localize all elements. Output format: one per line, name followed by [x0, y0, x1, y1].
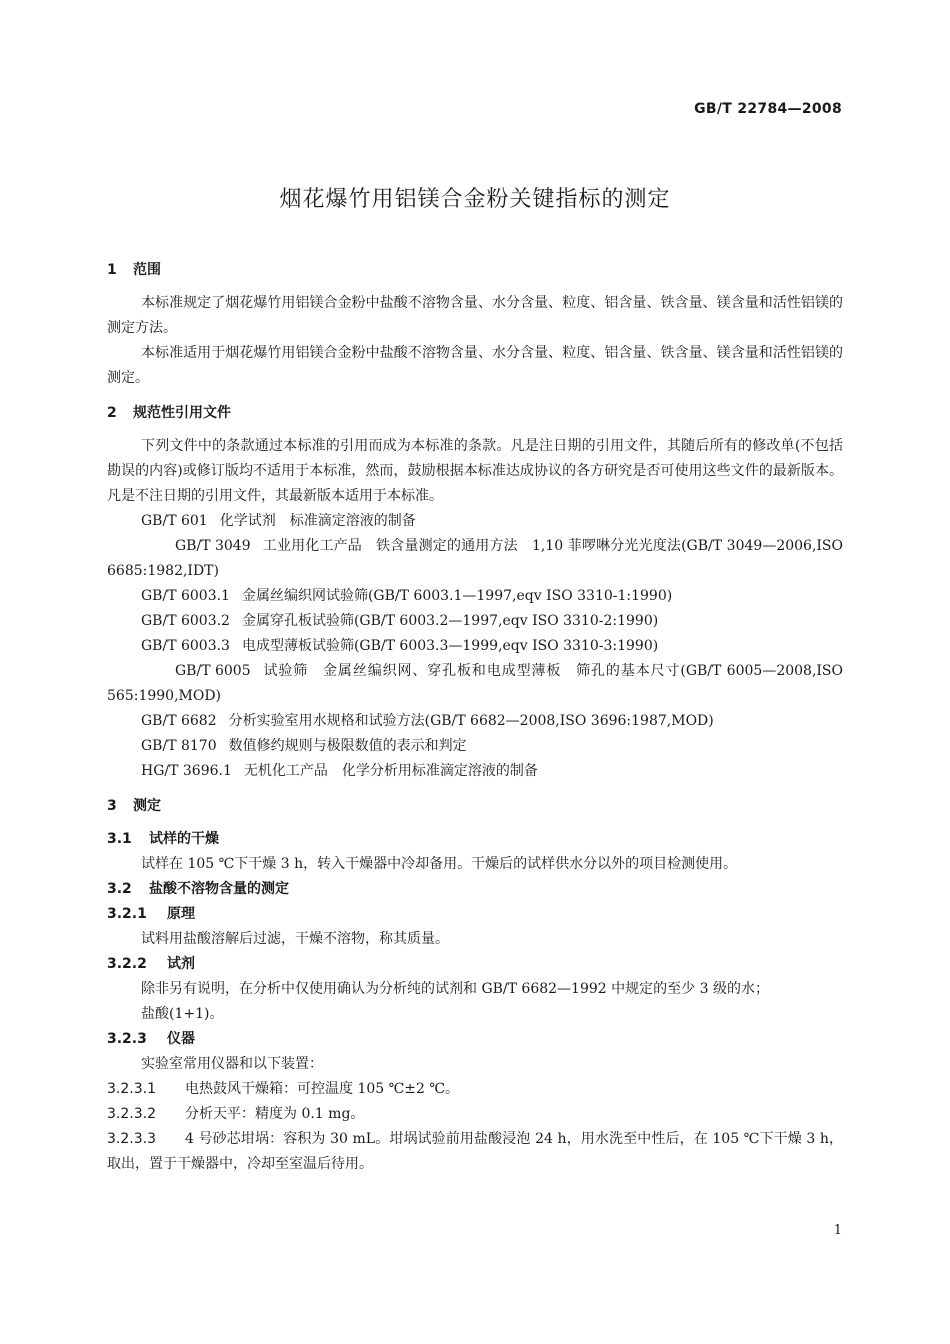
reference-item: GB/T 6682 分析实验室用水规格和试验方法(GB/T 6682—2008,ISO 3696:1987,MOD) [141, 713, 714, 729]
section-3-heading: 3 测定 [107, 798, 161, 814]
section-1-heading: 1 范围 [107, 262, 161, 278]
reference-item: GB/T 6003.1 金属丝编织网试验筛(GB/T 6003.1—1997,eqv ISO 3310-1:1990) [141, 588, 673, 604]
section-1-paragraph-2: 本标准适用于烟花爆竹用铝镁合金粉中盐酸不溶物含量、水分含量、粒度、铝含量、铁含量、镁含量和活性铝镁的测定。 [107, 345, 843, 386]
section-2-heading: 2 规范性引用文件 [107, 405, 231, 421]
item-3-2-3-3: 3.2.3.3 4 号砂芯坩埚：容积为 30 mL。坩埚试验前用盐酸浸泡 24 h，用水洗至中性后，在 105 ℃下干燥 3 h，取出，置于干燥器中，冷却至室温后待用。 [107, 1131, 843, 1172]
page-number: 1 [833, 1223, 842, 1238]
section-3-2-1-heading: 3.2.1 原理 [107, 906, 195, 922]
section-3-2-3-heading: 3.2.3 仪器 [107, 1031, 195, 1047]
reference-item: GB/T 6003.2 金属穿孔板试验筛(GB/T 6003.2—1997,eqv ISO 3310-2:1990) [141, 613, 659, 629]
document-title: 烟花爆竹用铝镁合金粉关键指标的测定 [279, 187, 671, 212]
section-3-2-heading: 3.2 盐酸不溶物含量的测定 [107, 881, 289, 897]
section-3-2-2-paragraph-1: 除非另有说明，在分析中仅使用确认为分析纯的试剂和 GB/T 6682—1992 中规定的至少 3 级的水； [141, 981, 769, 997]
reference-item: GB/T 601 化学试剂 标准滴定溶液的制备 [141, 513, 416, 529]
section-3-2-2-paragraph-2: 盐酸(1+1)。 [141, 1006, 224, 1022]
reference-item: GB/T 8170 数值修约规则与极限数值的表示和判定 [141, 738, 467, 754]
reference-item: GB/T 6003.3 电成型薄板试验筛(GB/T 6003.3—1999,eqv ISO 3310-3:1990) [141, 638, 659, 654]
reference-item: GB/T 3049 工业用化工产品 铁含量测定的通用方法 1,10 菲啰啉分光光度法(GB/T 3049—2006,ISO 6685:1982,IDT) [107, 538, 843, 579]
item-3-2-3-2: 3.2.3.2 分析天平：精度为 0.1 mg。 [107, 1106, 365, 1122]
reference-item: GB/T 6005 试验筛 金属丝编织网、穿孔板和电成型薄板 筛孔的基本尺寸(GB/T 6005—2008,ISO 565:1990,MOD) [107, 663, 843, 704]
section-1-paragraph-1: 本标准规定了烟花爆竹用铝镁合金粉中盐酸不溶物含量、水分含量、粒度、铝含量、铁含量、镁含量和活性铝镁的测定方法。 [107, 295, 843, 336]
section-3-1-heading: 3.1 试样的干燥 [107, 831, 219, 847]
section-3-2-3-paragraph: 实验室常用仪器和以下装置： [141, 1056, 323, 1072]
reference-item: HG/T 3696.1 无机化工产品 化学分析用标准滴定溶液的制备 [141, 763, 538, 779]
section-3-2-1-paragraph: 试料用盐酸溶解后过滤，干燥不溶物，称其质量。 [141, 931, 449, 947]
standard-code: GB/T 22784—2008 [694, 101, 842, 117]
section-3-2-2-heading: 3.2.2 试剂 [107, 956, 195, 972]
section-2-paragraph: 下列文件中的条款通过本标准的引用而成为本标准的条款。凡是注日期的引用文件，其随后所有的修改单(不包括勘误的内容)或修订版均不适用于本标准，然而，鼓励根据本标准达成协议的各方研究是否可使用这些文件的最新版本。凡是不注日期的引用文件，其最新版本适用于本标准。 [107, 438, 843, 504]
section-3-1-paragraph: 试样在 105 ℃下干燥 3 h，转入干燥器中冷却备用。干燥后的试样供水分以外的项目检测使用。 [141, 856, 738, 872]
item-3-2-3-1: 3.2.3.1 电热鼓风干燥箱：可控温度 105 ℃±2 ℃。 [107, 1081, 460, 1097]
document-body [107, 258, 843, 1177]
